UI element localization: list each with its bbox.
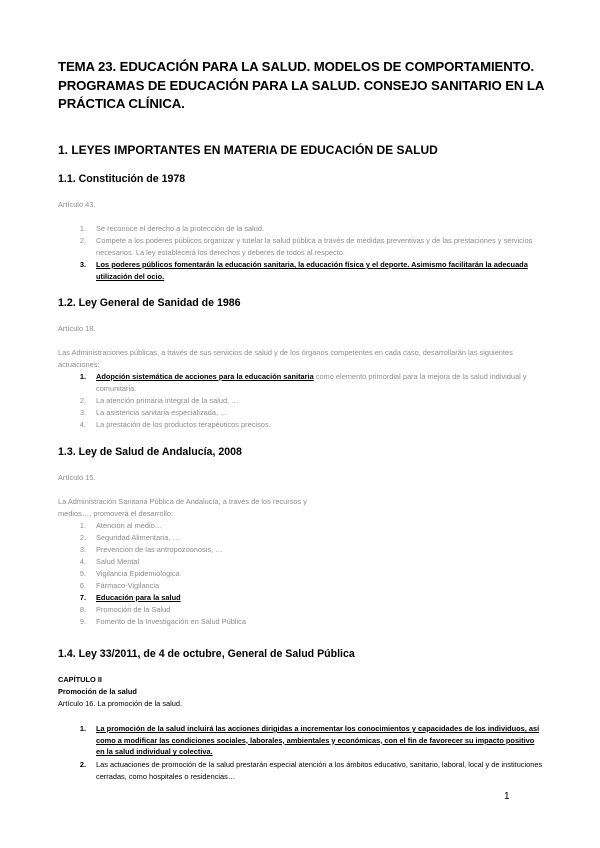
articulo-43: Artículo 43. <box>58 200 96 209</box>
capitulo-label: CAPÍTULO II <box>58 675 102 684</box>
list-item: 1. Atención al medio… <box>79 521 163 530</box>
list-item: 8. Promoción de la Salud <box>79 605 171 614</box>
articulo-16: Artículo 16. La promoción de la salud. <box>58 699 183 708</box>
heading-ley-salud-publica: 1.4. Ley 33/2011, de 4 de octubre, General de Salud Pública <box>58 648 355 660</box>
list-item: 4. La prestación de los productos terapéuticos precisos. <box>79 420 271 429</box>
page-number: 1 <box>504 791 510 802</box>
list-item: 2. Compete a los poderes públicos organizar y tutelar la salud pública a través de medidas preventivas y de las prestaciones y servicios necesarios. La ley establecerá los derechos y deberes de todos al respecto. <box>79 236 533 257</box>
heading-ley-general-sanidad: 1.2. Ley General de Sanidad de 1986 <box>58 297 241 309</box>
list-item: 1. Adopción sistemática de acciones para la educación sanitaria como elemento primordial para la mejora de la salud individual y comunitaria. <box>79 372 527 393</box>
list-item: 3. Los poderes públicos fomentarán la educación sanitaria, la educación física y el deporte. Asimismo facilitarán la adecuada utilización del ocio. <box>79 260 528 281</box>
list-item: 2. Seguridad Alimentaria, … <box>79 533 180 542</box>
list-item: 2. Las actuaciones de promoción de la salud prestarán especial atención a los ámbitos educativo, sanitario, laboral, local y de instituciones cerradas, como hospitales o residencias… <box>79 760 543 781</box>
list-item: 1. La promoción de la salud incluirá las acciones dirigidas a incrementar los conocimientos y capacidades de los individuos, así como a modificar las condiciones sociales, laborales, ambientales y económicas, con el fin de favorecer su impacto positivo en la salud individual y colectiva. <box>79 724 540 757</box>
list-item: 4. Salud Mental <box>79 557 140 566</box>
paragraph: La Administración Sanitaria Pública de Andalucía, a través de los recursos y medios…, promoverá el desarrollo: <box>58 497 307 518</box>
heading-ley-salud-andalucia: 1.3. Ley de Salud de Andalucía, 2008 <box>58 446 242 458</box>
heading-constitucion: 1.1. Constitución de 1978 <box>58 173 186 185</box>
list-item: 5. Vigilancia Epidemiológica <box>79 569 180 578</box>
list-item: 9. Fomento de la Investigación en Salud Pública <box>79 617 246 626</box>
list-item: 3. Prevención de las antropozoonosis, … <box>79 545 223 554</box>
list-item: 2. La atención primaria integral de la salud, … <box>79 396 239 405</box>
articulo-15: Artículo 15. <box>58 473 96 482</box>
paragraph: Las Administraciones públicas, a través de sus servicios de salud y de los órganos competentes en cada caso, desarrollarán las siguientes actuaciones: <box>58 348 513 369</box>
promocion-label: Promoción de la salud <box>58 687 137 696</box>
list-item: 3. La asistencia sanitaria especializada, … <box>79 408 228 417</box>
list-item: 7. Educación para la salud <box>79 593 181 602</box>
list-item: 6. Fármaco-Vigilancia <box>79 581 160 590</box>
document-title: TEMA 23. EDUCACIÓN PARA LA SALUD. MODELOS DE COMPORTAMIENTO. PROGRAMAS DE EDUCACIÓN PARA LA SALUD. CONSEJO SANITARIO EN LA PRÁCTICA CLÍNICA. <box>58 59 544 111</box>
articulo-18: Artículo 18. <box>58 324 96 333</box>
section-heading-1: 1. LEYES IMPORTANTES EN MATERIA DE EDUCACIÓN DE SALUD <box>58 143 438 157</box>
list-item: 1. Se reconoce el derecho a la protección de la salud. <box>79 224 265 233</box>
